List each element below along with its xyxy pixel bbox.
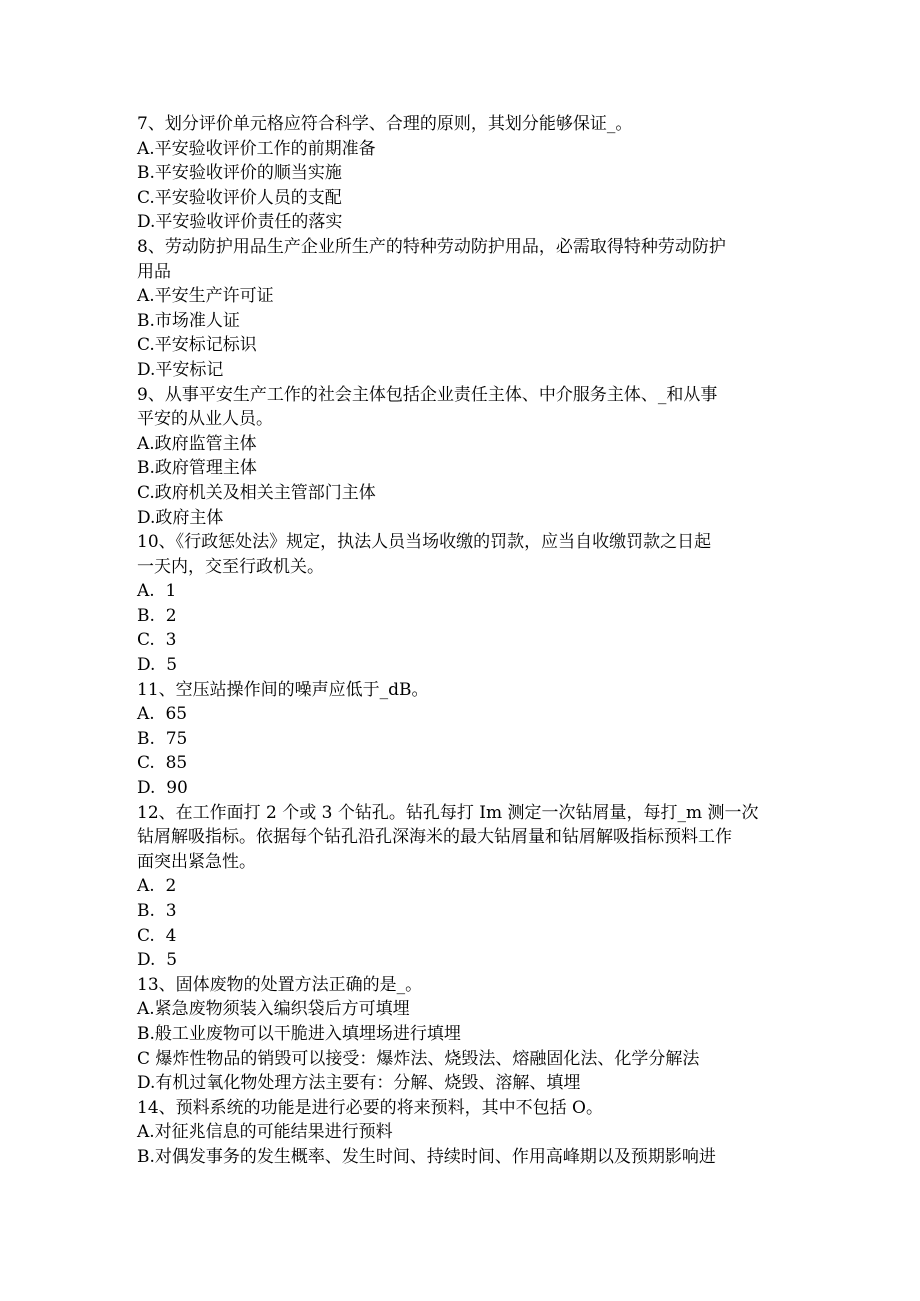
question-9: 9、从事平安生产工作的社会主体包括企业责任主体、中介服务主体、_和从事 [137, 384, 718, 405]
option-11a: A. 65 [137, 704, 188, 725]
option-12a: A. 2 [137, 876, 177, 897]
option-8b: B.市场准人证 [137, 310, 240, 331]
option-9d: D.政府主体 [137, 507, 224, 528]
question-8: 8、劳动防护用品生产企业所生产的特种劳动防护用品，必需取得特种劳动防护 [137, 236, 726, 257]
question-14: 14、预料系统的功能是进行必要的将来预料，其中不包括 O。 [137, 1097, 603, 1118]
option-10d: D. 5 [137, 655, 178, 676]
question-12: 12、在工作面打 2 个或 3 个钻孔。钻孔每打 Im 测定一次钻屑量，每打_m 测一次 [137, 802, 759, 823]
question-8-cont: 用品 [137, 261, 171, 282]
option-8a: A.平安生产许可证 [137, 286, 274, 307]
option-10b: B. 2 [137, 605, 177, 626]
question-7: 7、划分评价单元格应符合科学、合理的原则，其划分能够保证_。 [137, 114, 633, 134]
option-10a: A. 1 [137, 581, 177, 602]
option-7b: B.平安验收评价的顺当实施 [137, 163, 342, 184]
option-11b: B. 75 [137, 728, 188, 749]
option-11d: D. 90 [137, 778, 188, 799]
option-13c: C 爆炸性物品的销毁可以接受：爆炸法、烧毁法、熔融固化法、化学分解法 [137, 1048, 700, 1069]
document-body [137, 112, 797, 1170]
option-9c: C.政府机关及相关主管部门主体 [137, 482, 376, 503]
option-12b: B. 3 [137, 901, 177, 921]
option-14a: A.对征兆信息的可能结果进行预料 [137, 1122, 393, 1143]
question-12-cont-2: 面突出紧急性。 [137, 851, 256, 872]
option-13b: B.般工业废物可以干脆进入填埋场进行填埋 [137, 1023, 461, 1044]
question-9-cont: 平安的从业人员。 [137, 409, 273, 430]
option-10c: C. 3 [137, 630, 177, 651]
option-13a: A.紧急废物须装入编织袋后方可填埋 [137, 999, 410, 1020]
option-9b: B.政府管理主体 [137, 458, 257, 479]
question-12-cont-1: 钻屑解吸指标。依据每个钻孔沿孔深海米的最大钻屑量和钻屑解吸指标预料工作 [137, 827, 732, 848]
question-10: 10、《行政惩处法》规定，执法人员当场收缴的罚款，应当自收缴罚款之日起 [137, 532, 712, 553]
question-10-cont: 一天内，交至行政机关。 [137, 556, 324, 577]
question-11: 11、空压站操作间的噪声应低于_dB。 [137, 679, 429, 700]
option-12c: C. 4 [137, 925, 177, 946]
option-8c: C.平安标记标识 [137, 335, 257, 356]
option-12d: D. 5 [137, 950, 178, 971]
option-7d: D.平安验收评价责任的落实 [137, 212, 343, 233]
question-13: 13、固体废物的处置方法正确的是_。 [137, 974, 423, 995]
option-9a: A.政府监管主体 [137, 433, 257, 454]
option-14b: B.对偶发事务的发生概率、发生时间、持续时间、作用高峰期以及预期影响进 [137, 1146, 716, 1167]
option-11c: C. 85 [137, 753, 188, 774]
option-7c: C.平安验收评价人员的支配 [137, 187, 342, 208]
option-7a: A.平安验收评价工作的前期准备 [137, 138, 376, 159]
option-8d: D.平安标记 [137, 359, 224, 380]
option-13d: D.有机过氧化物处理方法主要有：分解、烧毁、溶解、填埋 [137, 1073, 581, 1094]
